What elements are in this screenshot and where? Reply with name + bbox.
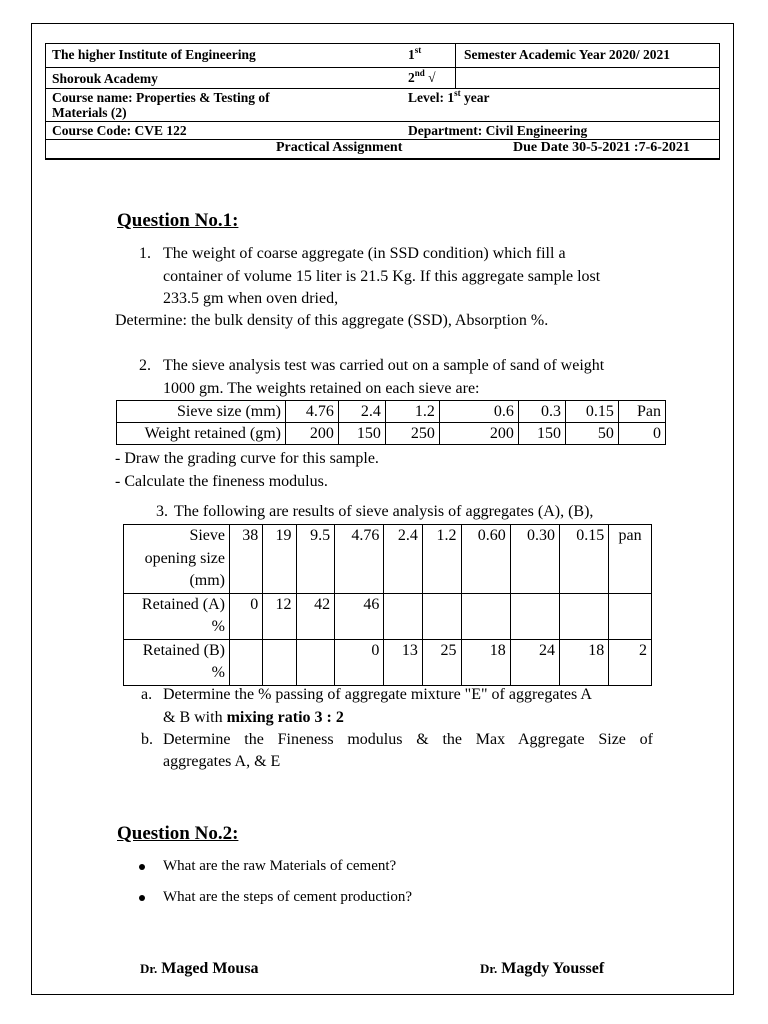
- table-cell: 150: [518, 423, 565, 445]
- table-cell: 18: [559, 639, 608, 685]
- course-header-table: [45, 43, 720, 160]
- sub-b-line1: Determine the Fineness modulus & the Max Aggregate Size of: [163, 731, 653, 748]
- table-cell: 2: [609, 639, 652, 685]
- semester-year: Semester Academic Year 2020/ 2021: [464, 47, 670, 62]
- table-cell: 25: [422, 639, 461, 685]
- table-cell: 4.76: [286, 401, 339, 423]
- table-cell: 0.15: [566, 401, 619, 423]
- table-cell: 19: [263, 525, 296, 594]
- table-cell: 0.3: [518, 401, 565, 423]
- table-cell: pan: [609, 525, 652, 594]
- row-label: Sieve opening size (mm): [124, 525, 230, 594]
- table-cell: 0.15: [559, 525, 608, 594]
- item-3-number: 3.: [156, 503, 168, 520]
- table-cell: 24: [510, 639, 559, 685]
- item-2-number: 2.: [139, 357, 151, 374]
- table-row: [124, 525, 652, 594]
- check-mark-icon: √: [428, 70, 436, 85]
- item-2-line: 1000 gm. The weights retained on each sieve are:: [163, 379, 480, 397]
- table-cell: [461, 593, 510, 639]
- item-2-text: [163, 355, 654, 400]
- table-cell: 0.60: [461, 525, 510, 594]
- table-row: [117, 401, 666, 423]
- question-1-heading: Question No.1:: [117, 210, 239, 231]
- table-cell: 12: [263, 593, 296, 639]
- table-cell: 1.2: [422, 525, 461, 594]
- table-cell: [263, 639, 296, 685]
- course-code: Course Code: CVE 122: [52, 123, 187, 138]
- table-cell: [510, 593, 559, 639]
- item-1-determine: Determine: the bulk density of this aggregate (SSD), Absorption %.: [115, 312, 549, 329]
- table-cell: 2.4: [384, 525, 423, 594]
- course-level: Level: 1st year: [408, 88, 490, 105]
- table-cell: 250: [385, 423, 439, 445]
- table-cell: Pan: [618, 401, 665, 423]
- item-3-text: The following are results of sieve analysis of aggregates (A), (B),: [174, 503, 594, 520]
- table-cell: 0: [618, 423, 665, 445]
- due-date: Due Date 30-5-2021 :7-6-2021: [513, 140, 690, 155]
- table-row: [124, 639, 652, 685]
- table-cell: 13: [384, 639, 423, 685]
- table-cell: 46: [335, 593, 384, 639]
- item-2-tasks: [115, 448, 379, 493]
- table-cell: [384, 593, 423, 639]
- table-row: [117, 423, 666, 445]
- table-cell: 0.6: [439, 401, 518, 423]
- row-label: Sieve size (mm): [117, 401, 286, 423]
- table-cell: [609, 593, 652, 639]
- course-name-line2: Materials (2): [52, 105, 127, 120]
- question-2-heading: Question No.2:: [117, 823, 239, 844]
- table-cell: 0.30: [510, 525, 559, 594]
- task-line: - Draw the grading curve for this sample.: [115, 450, 379, 467]
- item-1-line: The weight of coarse aggregate (in SSD condition) which fill a: [163, 245, 566, 262]
- sieve-weights-table: [116, 400, 666, 445]
- item-1-text: [163, 243, 654, 311]
- table-cell: [230, 639, 263, 685]
- table-cell: 42: [296, 593, 335, 639]
- item-2-line: The sieve analysis test was carried out on a sample of sand of weight: [163, 357, 605, 374]
- table-cell: 150: [338, 423, 385, 445]
- table-cell: 38: [230, 525, 263, 594]
- mixing-ratio: mixing ratio 3 : 2: [226, 708, 344, 726]
- sub-b-label: b.: [141, 731, 153, 748]
- table-cell: 1.2: [385, 401, 439, 423]
- row-label: Retained (A) %: [124, 593, 230, 639]
- aggregates-table: [123, 524, 652, 686]
- row-label: Weight retained (gm): [117, 423, 286, 445]
- signature-right: Dr. Magdy Youssef: [480, 960, 605, 977]
- assignment-title: Practical Assignment: [276, 140, 403, 155]
- header-row-assignment: [46, 140, 719, 158]
- department: Department: Civil Engineering: [408, 123, 588, 138]
- table-cell: [422, 593, 461, 639]
- header-row-code: [46, 122, 719, 140]
- task-line: - Calculate the fineness modulus.: [115, 472, 328, 490]
- row-label: Retained (B) %: [124, 639, 230, 685]
- term-second: 2nd √: [408, 68, 436, 85]
- table-cell: 0: [230, 593, 263, 639]
- table-cell: 18: [461, 639, 510, 685]
- table-cell: 2.4: [338, 401, 385, 423]
- term-first: 1st: [408, 45, 422, 62]
- header-row-institute: [46, 44, 719, 68]
- header-divider: [455, 68, 456, 89]
- header-row-academy: [46, 68, 719, 89]
- item-1-line: container of volume 15 liter is 21.5 Kg. If this aggregate sample lost: [163, 267, 601, 285]
- table-cell: [559, 593, 608, 639]
- sub-a-text: Determine the % passing of aggregate mixture "E" of aggregates A & B with mixing ratio 3 : 2: [163, 686, 592, 726]
- header-row-course: [46, 89, 719, 122]
- table-row: [124, 593, 652, 639]
- item-1-line: 233.5 gm when oven dried,: [163, 290, 339, 307]
- header-divider: [455, 44, 456, 68]
- course-name-line1: Course name: Properties & Testing of: [52, 90, 270, 105]
- sub-a-label: a.: [141, 686, 153, 703]
- table-cell: 9.5: [296, 525, 335, 594]
- academy-name: Shorouk Academy: [52, 71, 158, 86]
- institute-name: The higher Institute of Engineering: [52, 47, 256, 62]
- table-cell: 200: [439, 423, 518, 445]
- table-cell: 4.76: [335, 525, 384, 594]
- signature-left: Dr. Maged Mousa: [140, 960, 259, 977]
- table-cell: [296, 639, 335, 685]
- table-cell: 200: [286, 423, 339, 445]
- item-1-number: 1.: [139, 245, 151, 262]
- sub-b-line2: aggregates A, & E: [163, 753, 281, 770]
- table-cell: 0: [335, 639, 384, 685]
- table-cell: 50: [566, 423, 619, 445]
